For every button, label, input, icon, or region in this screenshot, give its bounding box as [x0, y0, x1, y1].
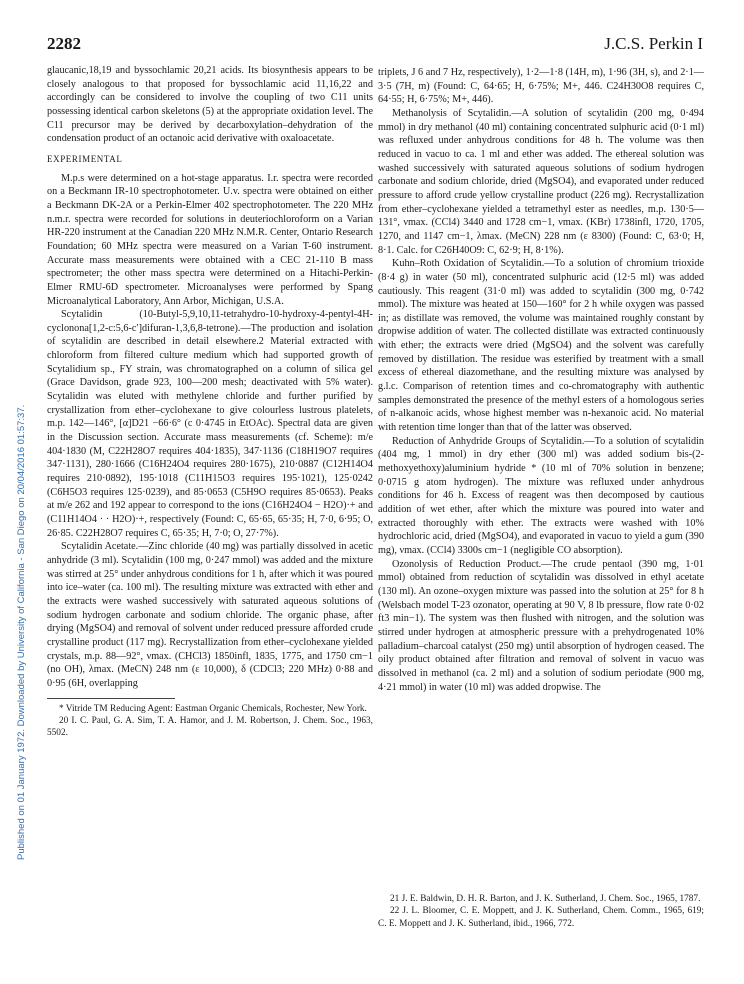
footnote-22: 22 J. L. Bloomer, C. E. Moppett, and J. K. Sutherland, Chem. Comm., 1965, 619; C. E. Moppett and J. K. Sutherland, ibid., 1966, 772. — [378, 906, 704, 929]
scytalidin-paragraph: Scytalidin (10-Butyl-5,9,10,11-tetrahydro-10-hydroxy-4-pentyl-4H-cyclonona[1,2-c:5,6-c′]difuran-1,3,6,8-tetrone).—The production and isolation of scytalidin are described in detail elsewhere.2 Material extracted with chloroform from filtered culture medium which had supported growth of Scytalidium sp., FY strain, was chromatographed on a column of silica gel (Grace Davidson, grade 923, 100—200 mesh; deactivated with 5% water). Scytalidin was eluted with methylene chloride and further purified by crystallization from ether–cyclohexane to give colourless lustrous platelets, m.p. 142—146°, [α]D21 −66·6° (c 0·4745 in EtOAc). Spectral data are given in the Discussion section. Accurate mass measurements (cf. Scheme): m/e 404·1830 (M, C22H28O7 requires 404·1835), 347·1136 (C18H19O7 requires 347·1131), 280·1666 (C16H24O4 requires 280·1675), 210·0887 (C12H14O4 requires 210·0892), 195·1018 (C11H15O3 requires 195·1021), 125·0242 (C6H5O3 requires 125·0239), and 85·0653 (C5H9O requires 85·0653). Peaks at m/e 262 and 192 appear to correspond to the ions (C16H24O4 − H2O)·+ and (C11H14O4 · · H2O)·+, respectively (Found: C, 65·65, 65·35; H, 7·0, 6·95; O, 26·85. C22H28O7 requires C, 65·35; H, 7·0; O, 27·7%). — [47, 309, 373, 539]
kuhn-roth-paragraph: Kuhn–Roth Oxidation of Scytalidin.—To a solution of chromium trioxide (8·4 g) in water (50 ml), concentrated sulphuric acid (12·5 ml) was added cautiously. This reagent (31·0 ml) was added to scytalidin (300 mg, 0·742 mmol). The mixture was heated at 150—160° for 2 h while oxygen was passed in; as distillate was removed, the volume was maintained roughly constant by dropwise addition of water. The collected distillate was extracted continuously with ether; the extracts were dried (MgSO4) and the solvent was carefully removed by distillation. The residue was esterified by treatment with a small excess of ethereal diazomethane, and the resulting mixture was analysed by g.l.c. Comparison of retention times and co-chromatography with authentic samples demonstrated the presence of the methyl esters of a homologous series of n-alkanoic acids, whose highest member was n-hexanoic acid. No material with retention time longer than that of the latter was observed. — [378, 258, 704, 434]
download-watermark — [2, 300, 27, 860]
acetate-paragraph: Scytalidin Acetate.—Zinc chloride (40 mg) was partially dissolved in acetic anhydride (3 ml). Scytalidin (100 mg, 0·247 mmol) was added and the mixture was stirred at 25° under anhydrous conditions for 1 h, after which it was poured into ice–water (ca. 100 ml). The resulting mixture was extracted with ether and the extracts were washed successively with saturated aqueous solutions of sodium hydrogen carbonate and sodium chloride. The organic phase, after drying (MgSO4) and removal of solvent under reduced pressure afforded crude crystalline product (117 mg). Recrystallization from ether–cyclohexane yielded crystals, m.p. 88—92°, νmax. (CHCl3) 1850infl, 1835, 1775, and 1750 cm−1 (no OH), λmax. (MeCN) 248 nm (ε 10,000), δ (CDCl3; 220 MHz) 0·88 and 0·95 (6H, overlapping — [47, 541, 373, 689]
intro-paragraph: glaucanic,18,19 and byssochlamic 20,21 acids. Its biosynthesis appears to be closely analogous to that proposed for byssochlamic acid 11,16,22 and accordingly can be considered to involve the coupling of two C11 units possessing identical carbon skeletons (5) at the appropriate oxidation level. The C11 precursor may be derived by decarboxylation–dehydration of the condensation product of an octanoic acid derivative with oxaloacetate. — [47, 65, 373, 145]
journal-title: J.C.S. Perkin I — [604, 34, 703, 53]
footnote-21: 21 J. E. Baldwin, D. H. R. Barton, and J. K. Sutherland, J. Chem. Soc., 1965, 1787. — [390, 894, 701, 904]
left-column — [47, 64, 373, 739]
ozonolysis-paragraph: Ozonolysis of Reduction Product.—The crude pentaol (390 mg, 1·01 mmol) obtained from reduction of scytalidin was dissolved in ethyl acetate (130 ml). An ozone–oxygen mixture was passed into the solution at 25° for 8 h (Welsbach model T-23 ozonator, operating at 90 V, 8 lb pressure, flow rate 0·02 ft3 min−1). The system was then flushed with nitrogen, and the solution was stirred under hydrogen at atmospheric pressure with a prehydrogenated 10% palladium–charcoal catalyst (250 mg) until absorption of hydrogen ceased. The oily product obtained after filtration and removal of solvent in vacuo was dissolved in methanol (ca. 2 ml) and a solution of sodium periodate (900 mg, 4·21 mmol) in water (10 ml) was added dropwise. The — [378, 558, 704, 693]
footnote-vitride: * Vitride TM Reducing Agent: Eastman Organic Chemicals, Rochester, New York. — [59, 703, 367, 714]
watermark-text: Published on 01 January 1972. Downloaded by University of California - San Diego on 20/04/2016 01:57:37. — [16, 404, 27, 860]
continued-paragraph: triplets, J 6 and 7 Hz, respectively), 1·2—1·8 (14H, m), 1·96 (3H, s), and 2·1—3·5 (7H, m) (Found: C, 64·65; H, 6·75%; M+, 446. C24H30O8 requires C, 64·55; H, 6·75%; M+, 446). — [378, 67, 704, 106]
experimental-heading: EXPERIMENTAL — [47, 153, 123, 164]
reduction-paragraph: Reduction of Anhydride Groups of Scytalidin.—To a solution of scytalidin (404 mg, 1 mmol) in dry ether (300 ml) was added sodium bis-(2-methoxyethoxy)aluminium hydride * (10 ml of 70% solution in benzene; 0·0715 g atom hydrogen). The mixture was refluxed under anhydrous conditions for 46 h. Excess of reagent was then decomposed by cautious addition of wet ether, after which the mixture was poured into water and extracted thoroughly with ether. The extracts were washed with 10% hydrochloric acid, dried (MgSO4), and evaporated in vacuo to yield a gum (390 mg), νmax. (CCl4) 3300s cm−1 (negligible CO absorption). — [378, 435, 704, 556]
page-number: 2282 — [47, 34, 81, 53]
right-column — [378, 66, 704, 694]
footnote-rule — [47, 698, 175, 699]
methanolysis-paragraph: Methanolysis of Scytalidin.—A solution of scytalidin (200 mg, 0·494 mmol) in dry methanol (40 ml) containing concentrated sulphuric acid (0·1 ml) was refluxed under anhydrous conditions for 48 h. The volume was then reduced in vacuo to ca. 1 ml and ether was added. The ethereal solution was washed successively with saturated aqueous solutions of sodium hydrogen carbonate and sodium chloride, dried (MgSO4), and evaporated under reduced pressure to afford crude yellow crystalline product (226 mg). Recrystallization from ether–cyclohexane yielded a tetramethyl ester as needles, m.p. 130·5—131°, νmax. (CCl4) 3440 and 1728 cm−1, νmax. (KBr) 1738infl, 1720, 1705, 1270, and 1147 cm−1, λmax. (MeCN) 228 nm (ε 8300) (Found: C, 63·0; H, 8·1. Calc. for C26H40O9: C, 62·9; H, 8·1%). — [378, 107, 704, 256]
general-methods-paragraph: M.p.s were determined on a hot-stage apparatus. I.r. spectra were recorded on a Beckmann IR-10 spectrophotometer. U.v. spectra were obtained on either a Beckmann DK-2A or a Perkin-Elmer 402 spectrophotometer. The 220 MHz n.m.r. spectra were recorded for solutions in deuteriochloroform on a Varian HR-220 instrument at the Canadian 220 MHz N.M.R. Center, Ontario Research Foundation; 60 MHz spectra were measured on a Varian T-60 instrument. Accurate mass measurements were obtained with a CEC 21-110 B mass spectrometer; the other mass spectra were determined on a Hitachi-Perkin-Elmer RMU-6D spectrometer. Microanalyses were performed by Spang Microanalytical Laboratory, Ann Arbor, Michigan, U.S.A. — [47, 172, 373, 307]
footnote-20: 20 I. C. Paul, G. A. Sim, T. A. Hamor, and J. M. Robertson, J. Chem. Soc., 1963, 5502. — [47, 715, 373, 739]
right-footnotes — [378, 893, 704, 930]
left-footnotes — [47, 703, 373, 740]
